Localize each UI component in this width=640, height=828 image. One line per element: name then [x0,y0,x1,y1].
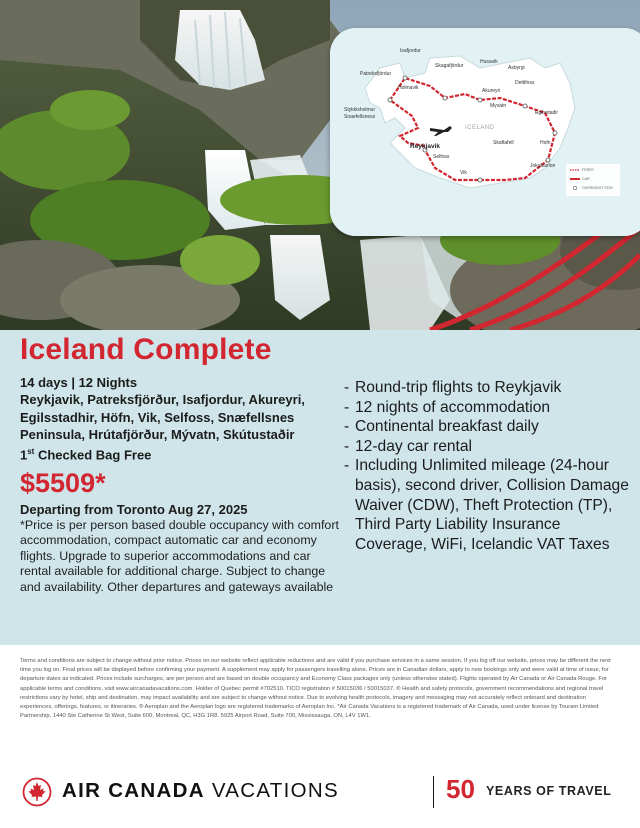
offer-title: Iceland Complete [20,333,272,366]
map-label-reykjavik: Reykjavik [410,143,440,150]
inclusion-item [344,456,636,554]
legend-car: CAR [582,177,590,181]
map-label-iceland: ICELAND [465,125,495,131]
brand-wordmark [62,779,339,803]
footer-divider [433,776,434,808]
map-label-myvatn: Myvatn [490,103,507,109]
bullet-dash: - [344,379,350,396]
inclusion-item [344,417,636,437]
inclusion-text: Round-trip flights to Reykjavik [355,379,562,396]
map-label-asbyrgi: Asbyrgi [508,65,525,71]
years-of-travel: YEARS OF TRAVEL [486,784,612,798]
duration: 14 days | 12 Nights [20,375,138,390]
price: $5509* [20,467,106,498]
inclusion-text: 12 nights of accommodation [355,398,551,416]
map-label-hofn: Hofn [540,140,551,146]
bullet-dash: - [344,398,350,416]
map-label-stykkisholmur: Stykkisholmur [344,107,376,113]
map-label-holmavik: Holmavik [398,85,419,91]
checked-bag [20,443,342,464]
inclusions [344,378,636,554]
inclusion-item [344,398,636,418]
map-label-jokulsarlon: Jokulsarlon [530,163,556,169]
map-label-akureyri: Akureyri [482,88,501,94]
bag-prefix: 1 [20,447,28,463]
bag-superscript: st [27,447,35,457]
map-label-egilsstadir: Egilsstadir [535,110,559,116]
offer-details [20,374,342,595]
inclusion-text: 12-day car rental [355,437,473,455]
legend-overnight: OVERNIGHT STAY [582,186,614,190]
bullet-dash: - [344,437,350,455]
brand-light: VACATIONS [204,779,339,802]
bullet-dash: - [344,457,350,475]
departing: Departing from Toronto Aug 27, 2025 [20,501,248,517]
maple-leaf-logo-icon [22,777,52,807]
fine-print: Terms and conditions are subject to change without prior notice. Prices on our website reflect applicable reductions and are valid if you purchase services in a same session. If you log off our website, prices may be different the next time you log on. Final prices will be displayed before confirming your payment. A supplement may apply for passengers travelling alone. Prices are in Canadian dollars, apply to new bookings only and were valid at time of issue, for departure dates as indicated. Prices include surcharges, are per person and are based on double occupancy and Economy Class packages only (unless otherwise stated). Flights operated by Air Canada or Air Canada Rouge. For applicable terms and conditions, visit www.aircanadavacations.com. Holder of Quebec permit #702510. TICO registration # 50015036 / 50015037. ® Health and safety protocols, government recommendations and regional travel restrictions vary by hotel, ship and destination, may impact availability and are subject to change without notice. Due to evolving health protocols, imagery and messaging may not accurately reflect onboard and destination experiences, offerings, features, or itineraries. ® Aeroplan and the Aeroplan logo are registered trademarks of Aeroplan Inc. *Air Canada Vacations is a registered trademark of Air Canada, used under license by Touram Limited Partnership. 1440 Ste Catherine St West, Suite 600, Montreal, QC, H3G 1R8. 5925 Airport Road, Suite 700, Mississauga, ON, L4V 1W1. [20,658,611,720]
destinations: Reykjavik, Patreksfjörður, Isafjordur, Akureyri, Egilsstadhir, Höfn, Vik, Selfoss, Snæfellsnes Peninsula, Hrútafjörður, Mývatn, Skútustaðir [20,392,305,442]
map-label-selfoss: Selfoss [433,154,450,160]
map-label-vik: Vik [460,170,467,176]
inclusion-text: Including Unlimited mileage (24-hour basis), second driver, Collision Damage Waiver (CDW), Theft Protection (TP), Third Party Liability Insurance Coverage, WiFi, Icelandic VAT Taxes [355,457,629,553]
map-label-isafjordur: Isafjordur [400,48,421,54]
price-disclaimer: *Price is per person based double occupancy with comfort accommodation, compact automatic car and economy flights. Upgrade to superior accommodations and car rental available for additional charge. Subject to change and availability. Other departures and gateways available [20,517,339,594]
bag-rest: Checked Bag Free [34,447,152,463]
bullet-dash: - [344,418,350,436]
map-label-patreksfjordur: Patreksfjördur [360,71,392,77]
map-label-husavik: Husavik [480,59,498,65]
inclusion-item [344,437,636,457]
inclusion-text: Continental breakfast daily [355,418,539,436]
map-label-skagafjordur: Skagafjördur [435,63,464,69]
legend-ferry: FERRY [582,168,595,172]
route-map [330,28,640,236]
fifty-years-number: 50 [446,774,475,804]
map-label-snaefellsness: Snaefellsness [344,114,376,120]
inclusion-list [344,378,636,554]
map-label-skaftafell: Skaftafell [493,140,514,146]
inclusion-item [344,378,636,398]
brand-bold: AIR CANADA [62,779,205,802]
map-label-dettifoss: Dettifoss [515,80,535,86]
